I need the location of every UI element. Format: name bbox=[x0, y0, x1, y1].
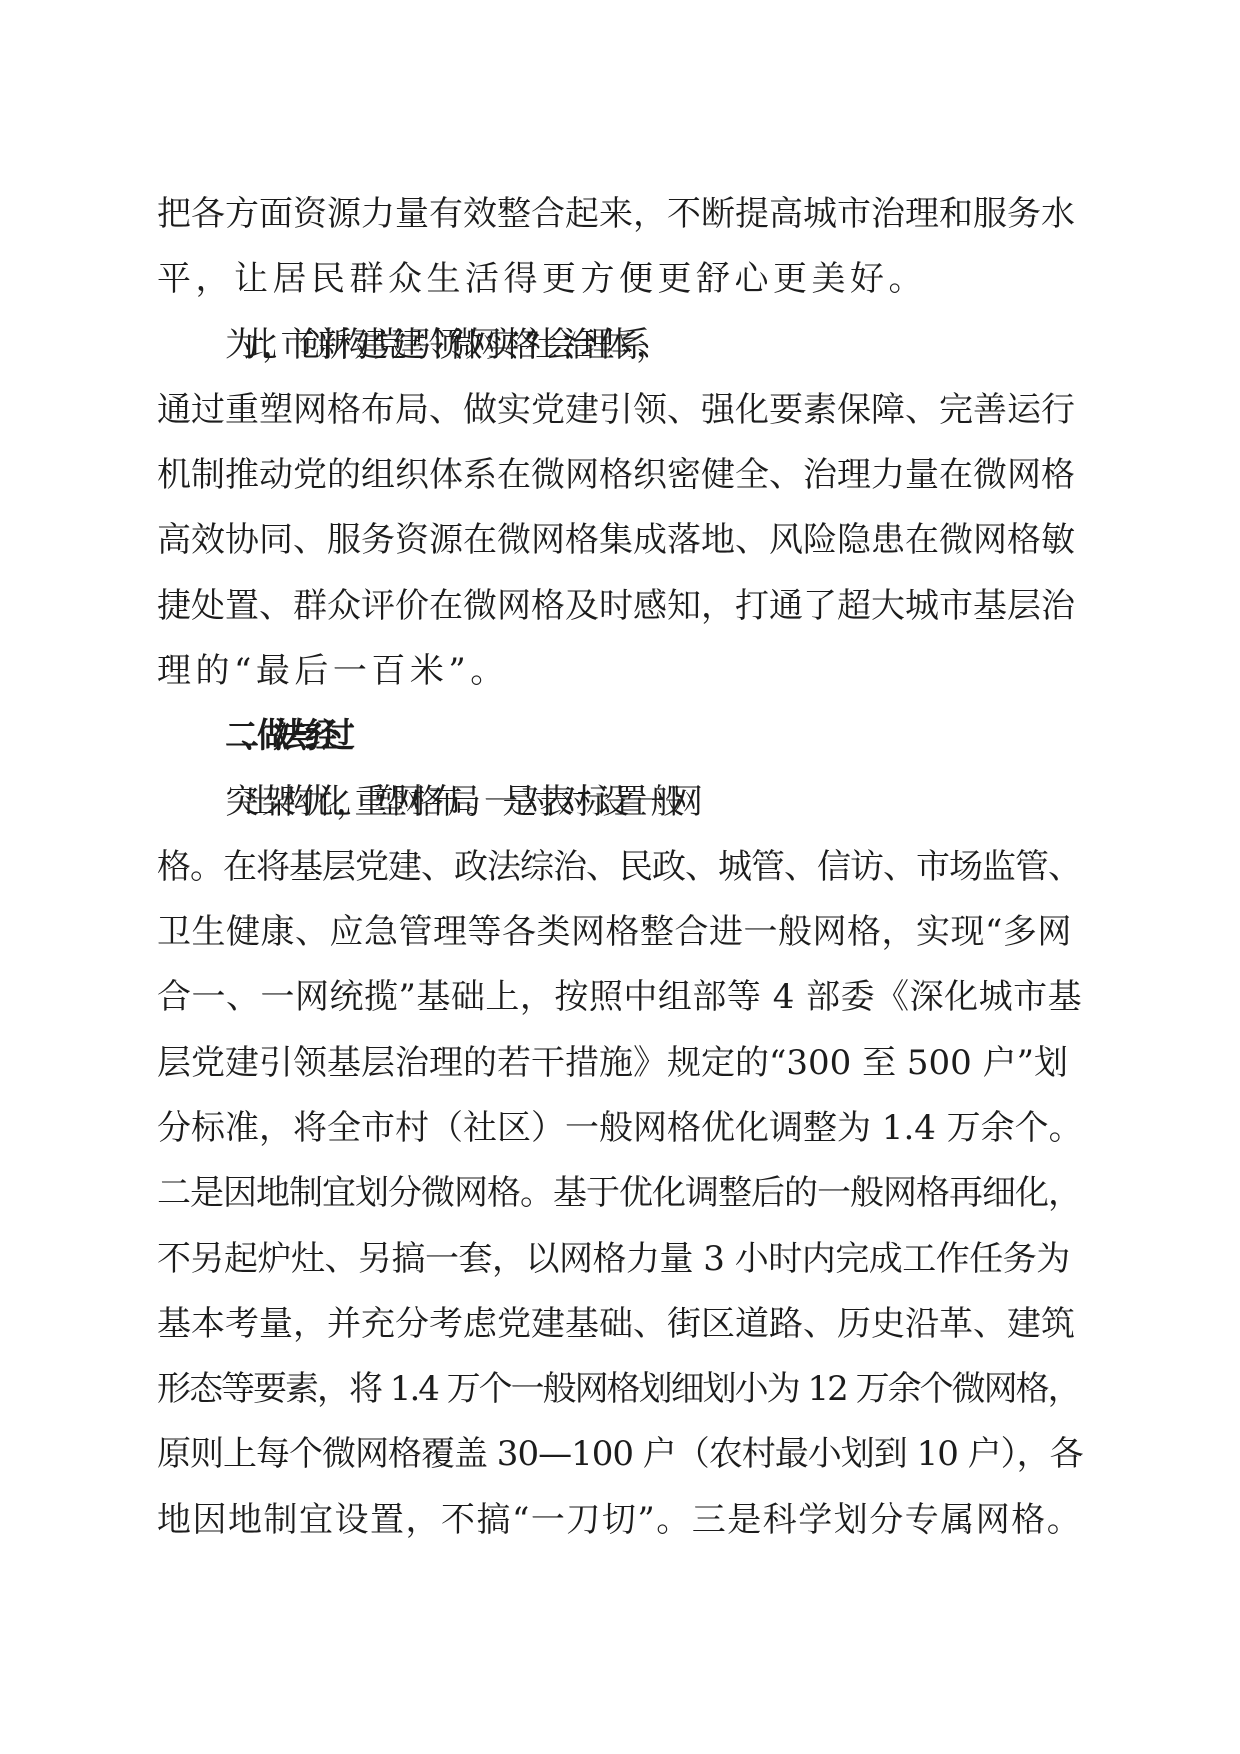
paragraph-line: 捷处置、群众评价在微网格及时感知，打通了超大城市基层治 bbox=[157, 586, 1075, 626]
paragraph-line: 基本考量，并充分考虑党建基础、街区道路、历史沿革、建筑 bbox=[157, 1304, 1075, 1344]
paragraph-line: 把各方面资源力量有效整合起来，不断提高城市治理和服务水 bbox=[157, 194, 1075, 234]
paragraph-line: 机制推动党的组织体系在微网格织密健全、治理力量在微网格 bbox=[157, 455, 1075, 495]
paragraph-line: 理的“最后一百米”。 bbox=[157, 651, 509, 691]
paragraph-line: 合一、一网统揽”基础上，按照中组部等 4 部委《深化城市基 bbox=[157, 977, 1083, 1017]
paragraph-line: 通过重塑网格布局、做实党建引领、强化要素保障、完善运行 bbox=[157, 390, 1075, 430]
paragraph-line: 突出架构优化，重塑网格布局。一是对表对标设置一般网 bbox=[225, 782, 688, 822]
paragraph-line: 高效协同、服务资源在微网格集成落地、风险隐患在微网格敏 bbox=[157, 520, 1075, 560]
section-heading: 二、做法与经过 bbox=[225, 716, 337, 756]
paragraph-line: 层党建引领基层治理的若干措施》规定的“300 至 500 户”划 bbox=[157, 1043, 1068, 1083]
paragraph-line: 地因地制宜设置，不搞“一刀切”。三是科学划分专属网格。 bbox=[157, 1500, 1083, 1540]
paragraph-line: 原则上每个微网格覆盖 30—100 户（农村最小划到 10 户），各 bbox=[157, 1434, 1083, 1474]
paragraph-line: 形态等要素，将 1.4 万个一般网格划细划小为 12 万余个微网格， bbox=[157, 1369, 1080, 1409]
paragraph-line: 为此，市创新构建党建引领“微网实格”社会治理体系， bbox=[225, 325, 655, 365]
paragraph-line: 平，让居民群众生活得更方便更舒心更美好。 bbox=[157, 259, 927, 299]
paragraph-line: 卫生健康、应急管理等各类网格整合进一般网格，实现“多网 bbox=[157, 912, 1072, 952]
paragraph-line: 二是因地制宜划分微网格。基于优化调整后的一般网格再细化， bbox=[157, 1173, 1081, 1213]
paragraph-line: 不另起炉灶、另搞一套，以网格力量 3 小时内完成工作任务为 bbox=[157, 1239, 1070, 1279]
paragraph-line: 格。在将基层党建、政法综治、民政、城管、信访、市场监管、 bbox=[157, 847, 1081, 887]
paragraph-line: 分标准，将全市村（社区）一般网格优化调整为 1.4 万余个。 bbox=[157, 1108, 1083, 1148]
